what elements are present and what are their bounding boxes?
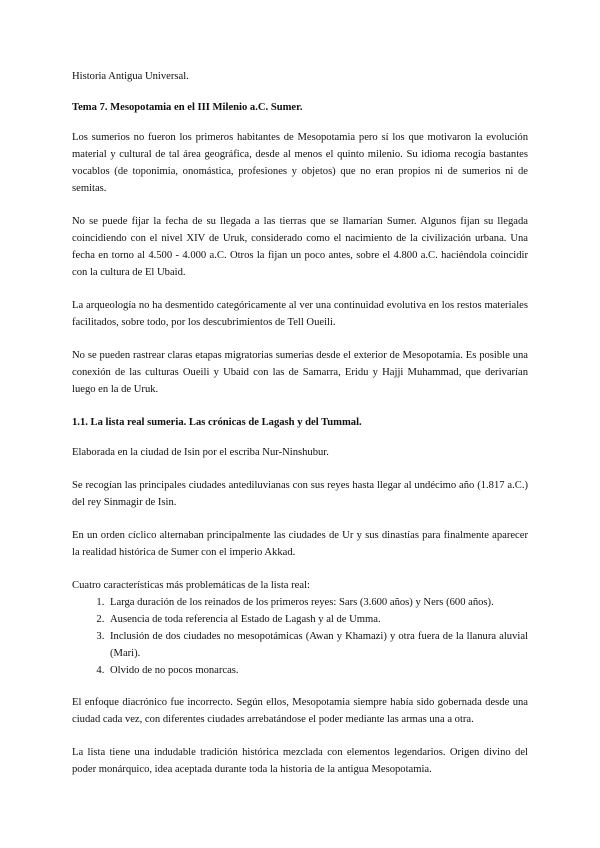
characteristics-list	[72, 594, 528, 679]
intro-paragraph-1: Los sumerios no fueron los primeros habitantes de Mesopotamia pero sí los que motivaron la evolución material y cultural de tal área geográfica, desde al menos el quinto milenio. Su idioma recogía bastantes vocablos (de toponimia, onomástica, profesiones y objetos) que no eran propios ni de sumerios ni de semitas.	[72, 132, 528, 194]
section-title: 1.1. La lista real sumeria. Las crónicas de Lagash y del Tummal.	[72, 417, 362, 428]
list-item: 3. Inclusión de dos ciudades no mesopotámicas (Awan y Khamazi) y otra fuera de la llanura aluvial (Mari).	[107, 628, 528, 662]
list-item: 4. Olvido de no pocos monarcas.	[107, 662, 528, 679]
document-header: Historia Antigua Universal.	[72, 71, 189, 82]
list-intro: Cuatro características más problemáticas de la lista real:	[72, 580, 310, 591]
section-paragraph-1: Elaborada en la ciudad de Isin por el escriba Nur-Ninshubur.	[72, 447, 329, 458]
list-item: 1. Larga duración de los reinados de los primeros reyes: Sars (3.600 años) y Ners (600 años).	[107, 594, 528, 611]
list-item: 2. Ausencia de toda referencia al Estado de Lagash y al de Umma.	[107, 611, 528, 628]
section-paragraph-3: En un orden cíclico alternaban principalmente las ciudades de Ur y sus dinastías para finalmente aparecer la realidad histórica de Sumer con el imperio Akkad.	[72, 530, 528, 558]
document-page	[72, 68, 528, 794]
intro-paragraph-3: La arqueología no ha desmentido categóricamente al ver una continuidad evolutiva en los restos materiales facilitados, sobre todo, por los descubrimientos de Tell Oueili.	[72, 300, 528, 328]
document-title: Tema 7. Mesopotamia en el III Milenio a.C. Sumer.	[72, 102, 303, 113]
closing-paragraph-1: El enfoque diacrónico fue incorrecto. Según ellos, Mesopotamia siempre había sido gobernada desde una ciudad cada vez, con diferentes ciudades arrebatándose el poder mediante las armas una a otra.	[72, 697, 528, 725]
intro-paragraph-2: No se puede fijar la fecha de su llegada a las tierras que se llamarían Sumer. Algunos fijan su llegada coincidiendo con el nivel XIV de Uruk, considerado como el nacimiento de la civilización urbana. Una fecha en torno al 4.500 - 4.000 a.C. Otros la fijan un poco antes, sobre el 4.800 a.C. haciéndola coincidir con la cultura de El Ubaid.	[72, 216, 528, 278]
closing-paragraph-2: La lista tiene una indudable tradición histórica mezclada con elementos legendarios. Origen divino del poder monárquico, idea aceptada durante toda la historia de la antigua Mesopotamia.	[72, 747, 528, 775]
intro-paragraph-4: No se pueden rastrear claras etapas migratorias sumerias desde el exterior de Mesopotamia. Es posible una conexión de las culturas Oueili y Ubaid con las de Samarra, Eridu y Hajji Muhammad, que derivarían luego en la de Uruk.	[72, 350, 528, 395]
section-paragraph-2: Se recogían las principales ciudades antediluvianas con sus reyes hasta llegar al undécimo año (1.817 a.C.) del rey Sinmagir de Isin.	[72, 480, 528, 508]
